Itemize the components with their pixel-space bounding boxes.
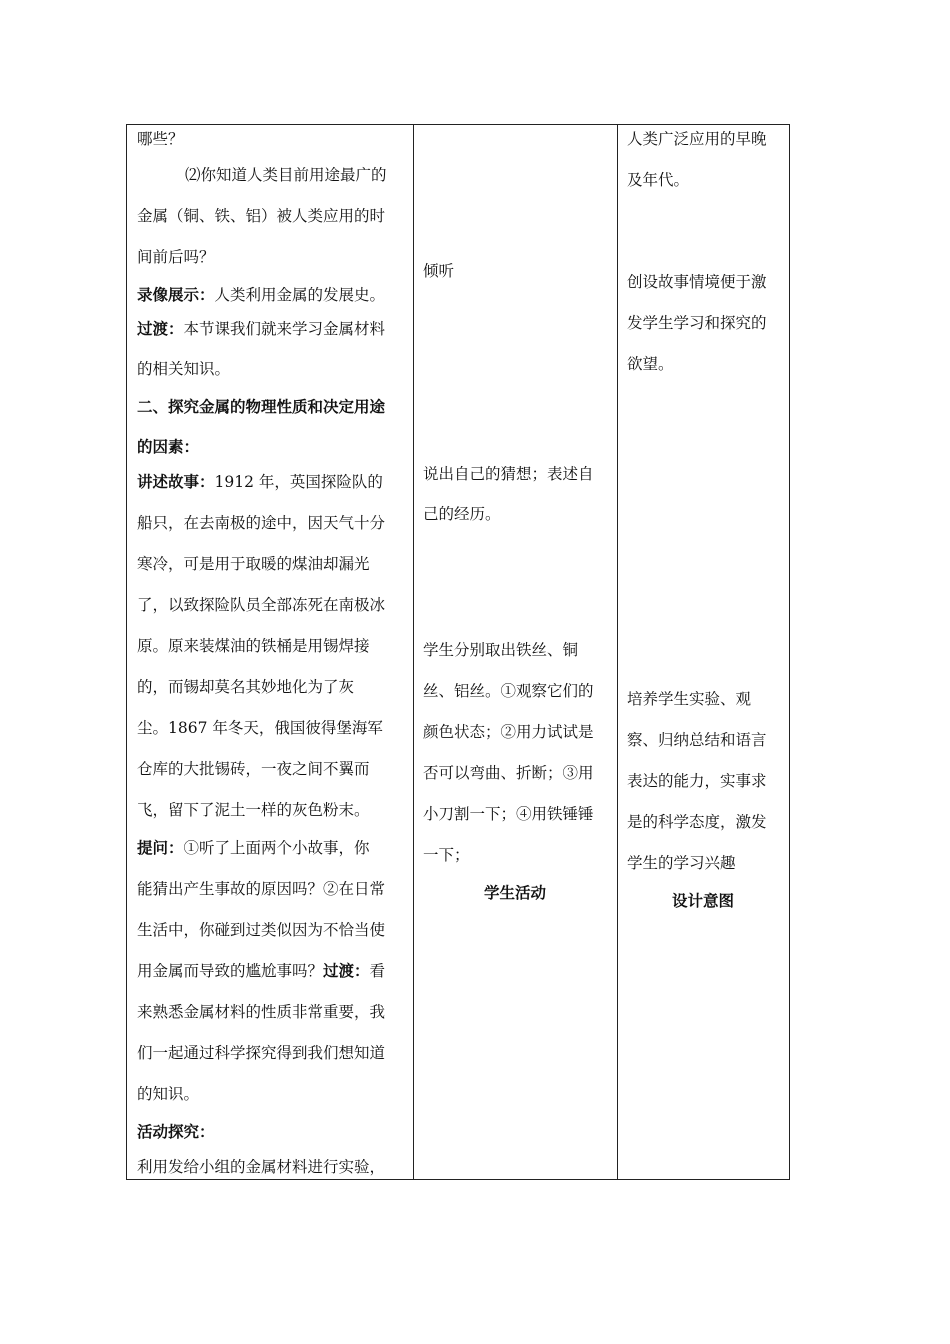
text-line: 来熟悉金属材料的性质非常重要，我 <box>137 1003 386 1021</box>
text-line: 否可以弯曲、折断；③用 <box>423 764 594 782</box>
text-line: 仓库的大批锡砖，一夜之间不翼而 <box>137 760 370 778</box>
text-line: 原。原来装煤油的铁桶是用锡焊接 <box>137 637 370 655</box>
text-line: 倾听 <box>423 262 455 280</box>
text-line: 金属（铜、铁、铝）被人类应用的时 <box>137 207 386 225</box>
text-line: 生活中，你碰到过类似因为不恰当使 <box>137 921 386 939</box>
text-line <box>137 319 385 339</box>
teacher-activity-column <box>127 125 413 1179</box>
text-line: ⑵你知道人类目前用途最广的 <box>185 166 387 184</box>
text-line: 的，而锡却莫名其妙地化为了灰 <box>137 678 355 696</box>
text-line <box>137 961 385 981</box>
text-line: 培养学生实验、观 <box>627 690 752 708</box>
text-line: 能猜出产生事故的原因吗？②在日常 <box>137 880 386 898</box>
text-span: ①听了上面两个小故事，你 <box>183 839 370 857</box>
text-line: 寒冷，可是用于取暖的煤油却漏光 <box>137 555 370 573</box>
text-line: 察、归纳总结和语言 <box>627 731 767 749</box>
text-line: 船只，在去南极的途中，因天气十分 <box>137 514 386 532</box>
text-line: 了，以致探险队员全部冻死在南极冰 <box>137 596 386 614</box>
lesson-table <box>126 124 790 1180</box>
text-line: 说出自己的猜想；表述自 <box>423 465 594 483</box>
design-intent-column <box>617 125 789 1179</box>
text-line: 己的经历。 <box>423 505 501 523</box>
text-line: 丝、铝丝。①观察它们的 <box>423 682 594 700</box>
text-span: 本节课我们就来学习金属材料 <box>183 320 386 338</box>
text-line: 间前后吗？ <box>137 248 215 266</box>
text-line: 欲望。 <box>627 355 674 373</box>
text-span: 人类利用金属的发展史。 <box>214 286 386 304</box>
section-heading: 的因素： <box>137 437 200 456</box>
text-line: 表达的能力，实事求 <box>627 772 767 790</box>
label-story: 讲述故事： <box>137 472 215 491</box>
text-line: 人类广泛应用的早晚 <box>627 130 767 148</box>
text-line: 利用发给小组的金属材料进行实验， <box>137 1158 386 1176</box>
text-line: 及年代。 <box>627 171 690 189</box>
label-question: 提问： <box>137 838 184 857</box>
label-video: 录像展示： <box>137 285 215 304</box>
text-line: 是的科学态度，激发 <box>627 813 767 831</box>
column-header-student-activity: 学生活动 <box>483 883 546 902</box>
text-line: 学生的学习兴趣 <box>627 854 736 872</box>
text-line: 的知识。 <box>137 1085 200 1103</box>
section-heading: 活动探究： <box>137 1122 215 1141</box>
text-line: 尘。1867 年冬天，俄国彼得堡海军 <box>137 719 383 737</box>
text-line <box>137 285 385 305</box>
label-transition: 过渡： <box>323 961 370 980</box>
text-span: 1912 年，英国探险队的 <box>214 473 383 491</box>
text-span: 用金属而导致的尴尬事吗？ <box>137 962 324 980</box>
text-line: 学生分别取出铁丝、铜 <box>423 641 579 659</box>
text-line: 颜色状态；②用力试试是 <box>423 723 594 741</box>
text-line: 哪些？ <box>137 130 184 148</box>
label-transition: 过渡： <box>137 319 184 338</box>
text-line: 飞，留下了泥土一样的灰色粉末。 <box>137 801 370 819</box>
column-header-design-intent: 设计意图 <box>671 891 734 910</box>
text-line: 的相关知识。 <box>137 360 231 378</box>
text-line: 小刀割一下；④用铁锤锤 <box>423 805 594 823</box>
text-line: 们一起通过科学探究得到我们想知道 <box>137 1044 386 1062</box>
text-line: 发学生学习和探究的 <box>627 314 767 332</box>
section-heading: 二、探究金属的物理性质和决定用途 <box>137 397 386 416</box>
student-activity-column <box>413 125 617 1179</box>
text-line: 一下； <box>423 846 470 864</box>
text-line <box>137 472 383 492</box>
text-line <box>137 838 370 858</box>
text-span: 看 <box>369 962 386 980</box>
text-line: 创设故事情境便于激 <box>627 273 767 291</box>
